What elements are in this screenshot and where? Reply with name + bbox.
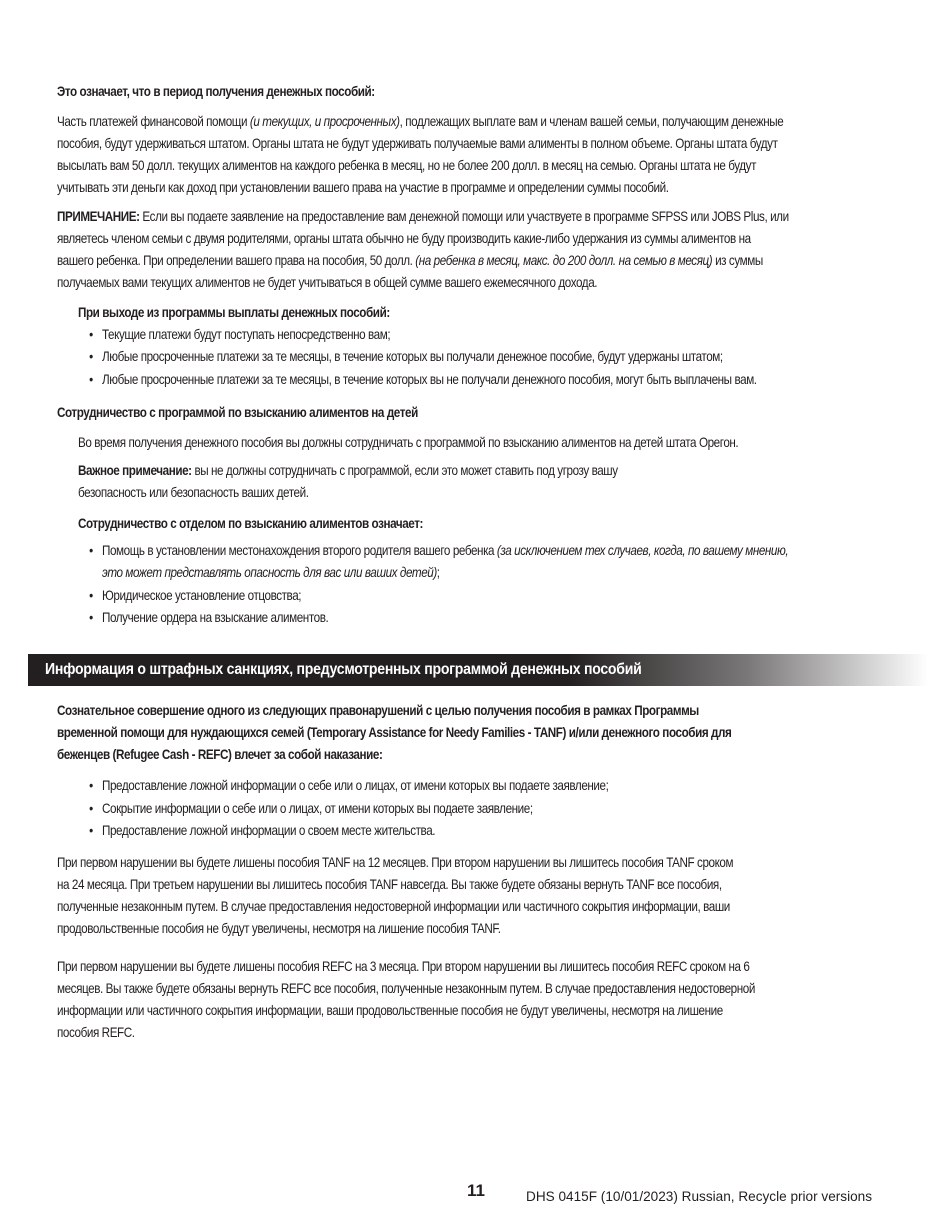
text: вы не должны сотрудничать с программой, если это может ставить под угрозу вашу <box>191 463 618 478</box>
page-number: 11 <box>467 1181 485 1200</box>
text-italic: (на ребенка в месяц, макс. до 200 долл. на семью в месяц) <box>415 253 713 268</box>
para1-line1 <box>57 111 783 134</box>
heading-benefits-period: Это означает, что в период получения денежных пособий: <box>57 84 375 99</box>
list-item: • Получение ордера на взыскание алиментов. <box>102 607 328 630</box>
note-label: ПРИМЕЧАНИЕ: <box>57 209 140 224</box>
penalty-intro-line3: беженцев (Refugee Cash - REFC) влечет за собой наказание: <box>57 747 383 762</box>
section-title: Информация о штрафных санкциях, предусмотренных программой денежных пособий <box>45 661 642 678</box>
tanf-line1: При первом нарушении вы будете лишены пособия TANF на 12 месяцев. При втором нарушении вы лишитесь пособия TANF сроком <box>57 855 734 870</box>
note-line1 <box>57 206 789 229</box>
list-item <box>102 540 788 563</box>
list-item: • Предоставление ложной информации о своем месте жительства. <box>102 820 435 843</box>
list-item-continuation <box>102 562 440 585</box>
refc-line2: месяцев. Вы также будете обязаны вернуть REFC все пособия, полученные незаконным путем. В случае предоставления недостоверной <box>57 981 755 996</box>
note-line3 <box>57 250 763 273</box>
text: , подлежащих выплате вам и членам вашей семьи, получающим денежные <box>399 114 784 129</box>
para1-line2: пособия, будут удерживаться штатом. Органы штата не будут удерживать получаемые вами алименты в полном объеме. Органы штата будут <box>57 136 778 151</box>
text-italic: это может представлять опасность для вас или ваших детей) <box>102 565 437 580</box>
text: ; <box>436 565 440 580</box>
important-label: Важное примечание: <box>78 463 192 478</box>
list-item: • Любые просроченные платежи за те месяцы, в течение которых вы получали денежное пособие, будут удержаны штатом; <box>102 346 723 369</box>
para1-line3: высылать вам 50 долл. текущих алиментов на каждого ребенка в месяц, но не более 200 долл. в месяц на семью. Органы штата не будут <box>57 158 757 173</box>
text-italic: (за исключением тех случаев, когда, по вашему мнению, <box>496 543 789 558</box>
text: из суммы <box>712 253 763 268</box>
coop-line1: Во время получения денежного пособия вы должны сотрудничать с программой по взысканию алиментов на детей штата Орегон. <box>78 435 739 450</box>
para1-line4: учитывать эти деньги как доход при установлении вашего права на участие в программе и определении суммы пособий. <box>57 180 669 195</box>
text: вашего ребенка. При определении вашего права на пособия, 50 долл. <box>57 253 416 268</box>
refc-line3: информации или частичного сокрытия информации, ваши продовольственные пособия не будут увеличены, несмотря на лишение <box>57 1003 723 1018</box>
exit-heading: При выходе из программы выплаты денежных пособий: <box>78 305 390 320</box>
tanf-line4: продовольственные пособия не будут увеличены, несмотря на лишение пособия TANF. <box>57 921 501 936</box>
note-line2: являетесь членом семьи с двумя родителями, органы штата обычно не буду производить какие-либо удержания из суммы алиментов на <box>57 231 751 246</box>
list-item: • Текущие платежи будут поступать непосредственно вам; <box>102 324 390 347</box>
list-item: • Предоставление ложной информации о себе или о лицах, от имени которых вы подаете заявление; <box>102 775 608 798</box>
list-item: • Любые просроченные платежи за те месяцы, в течение которых вы не получали денежного пособия, могут быть выплачены вам. <box>102 369 757 392</box>
important-note-line1 <box>78 460 618 483</box>
form-id: DHS 0415F (10/01/2023) Russian, Recycle prior versions <box>526 1189 873 1204</box>
text: Помощь в установлении местонахождения второго родителя вашего ребенка <box>102 543 497 558</box>
coop-means-heading: Сотрудничество с отделом по взысканию алиментов означает: <box>78 516 423 531</box>
tanf-line3: полученные незаконным путем. В случае предоставления недостоверной информации или частичного сокрытия информации, ваши <box>57 899 730 914</box>
refc-line4: пособия REFC. <box>57 1025 135 1040</box>
text: Часть платежей финансовой помощи <box>57 114 250 129</box>
coop-heading: Сотрудничество с программой по взысканию алиментов на детей <box>57 405 418 420</box>
tanf-line2: на 24 месяца. При третьем нарушении вы лишитесь пособия TANF навсегда. Вы также будете обязаны вернуть TANF все пособия, <box>57 877 722 892</box>
penalty-intro-line2: временной помощи для нуждающихся семей (Temporary Assistance for Needy Families - TANF) и/или денежного пособия для <box>57 725 732 740</box>
refc-line1: При первом нарушении вы будете лишены пособия REFC на 3 месяца. При втором нарушении вы лишитесь пособия REFC сроком на 6 <box>57 959 750 974</box>
penalty-intro-line1: Сознательное совершение одного из следующих правонарушений с целью получения пособия в рамках Программы <box>57 703 699 718</box>
list-item: • Сокрытие информации о себе или о лицах, от имени которых вы подаете заявление; <box>102 798 533 821</box>
text-italic: (и текущих, и просроченных) <box>249 114 400 129</box>
important-note-line2: безопасность или безопасность ваших детей. <box>78 485 309 500</box>
note-line4: получаемых вами текущих алиментов не будет учитываться в общей сумме вашего ежемесячного дохода. <box>57 275 598 290</box>
list-item: • Юридическое установление отцовства; <box>102 585 301 608</box>
text: Если вы подаете заявление на предоставление вам денежной помощи или участвуете в программе SFPSS или JOBS Plus, или <box>139 209 789 224</box>
